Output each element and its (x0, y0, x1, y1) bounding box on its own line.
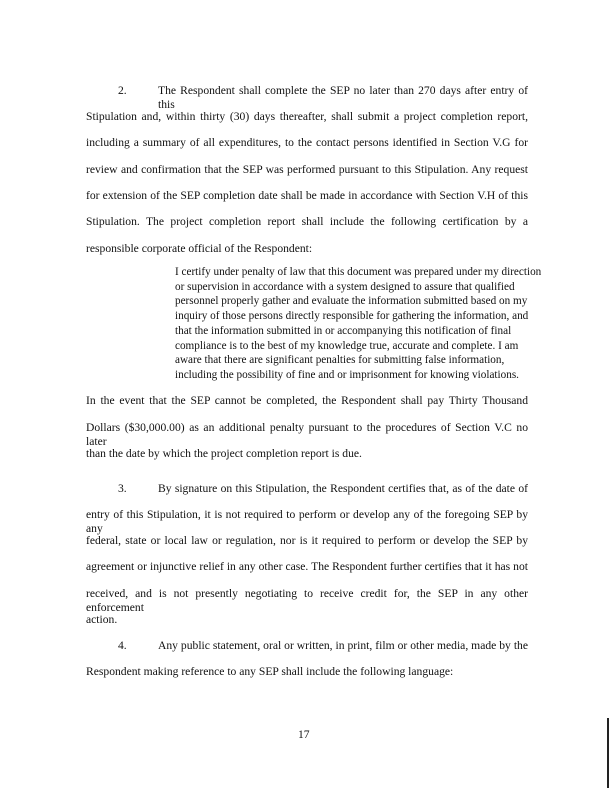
paragraph-line: In the event that the SEP cannot be completed, the Respondent shall pay Thirty Thousand (86, 394, 528, 407)
paragraph-line: than the date by which the project completion report is due. (86, 447, 362, 460)
paragraph-number: 2. (118, 84, 127, 97)
paragraph-number: 3. (118, 482, 127, 495)
certification-quote-line: inquiry of those persons directly responsible for gathering the information, and (175, 310, 529, 323)
certification-quote-line: personnel properly gather and evaluate the information submitted based on my (175, 295, 528, 308)
paragraph-line: Stipulation. The project completion report shall include the following certification by a (86, 215, 528, 228)
paragraph-line: agreement or injunctive relief in any other case. The Respondent further certifies that it has not (86, 560, 528, 573)
certification-quote-line: that the information submitted in or accompanying this notification of final (175, 324, 512, 337)
paragraph-line: By signature on this Stipulation, the Respondent certifies that, as of the date of (158, 482, 528, 495)
paragraph-line: including a summary of all expenditures, to the contact persons identified in Section V.G for (86, 136, 528, 149)
paragraph-line: Dollars ($30,000.00) as an additional penalty pursuant to the procedures of Section V.C no later (86, 421, 528, 448)
paragraph-line: responsible corporate official of the Respondent: (86, 242, 313, 255)
paragraph-line: action. (86, 613, 118, 626)
paragraph-number: 4. (118, 639, 127, 652)
scan-margin-mark (607, 718, 609, 788)
paragraph-line: review and confirmation that the SEP was performed pursuant to this Stipulation. Any request (86, 163, 528, 176)
certification-quote-line: I certify under penalty of law that this document was prepared under my direction (175, 266, 542, 278)
certification-quote-line: compliance is to the best of my knowledge true, accurate and complete. I am (175, 339, 519, 352)
certification-quote-line: or supervision in accordance with a system designed to assure that qualified (175, 280, 515, 293)
paragraph-line: The Respondent shall complete the SEP no later than 270 days after entry of this (158, 84, 528, 111)
paragraph-line: entry of this Stipulation, it is not required to perform or develop any of the foregoing SEP by any (86, 508, 528, 535)
paragraph-line: Stipulation and, within thirty (30) days thereafter, shall submit a project completion report, (86, 110, 528, 123)
paragraph-line: for extension of the SEP completion date shall be made in accordance with Section V.H of this (86, 189, 528, 202)
paragraph-line: received, and is not presently negotiating to receive credit for, the SEP in any other enforcement (86, 587, 528, 614)
paragraph-line: Any public statement, oral or written, in print, film or other media, made by the (158, 639, 528, 652)
page-number: 17 (298, 728, 310, 741)
certification-quote-line: including the possibility of fine and or imprisonment for knowing violations. (175, 368, 519, 381)
paragraph-line: federal, state or local law or regulation, nor is it required to perform or develop the SEP by (86, 534, 528, 547)
certification-quote-line: aware that there are significant penalties for submitting false information, (175, 354, 505, 367)
paragraph-line: Respondent making reference to any SEP shall include the following language: (86, 665, 454, 678)
